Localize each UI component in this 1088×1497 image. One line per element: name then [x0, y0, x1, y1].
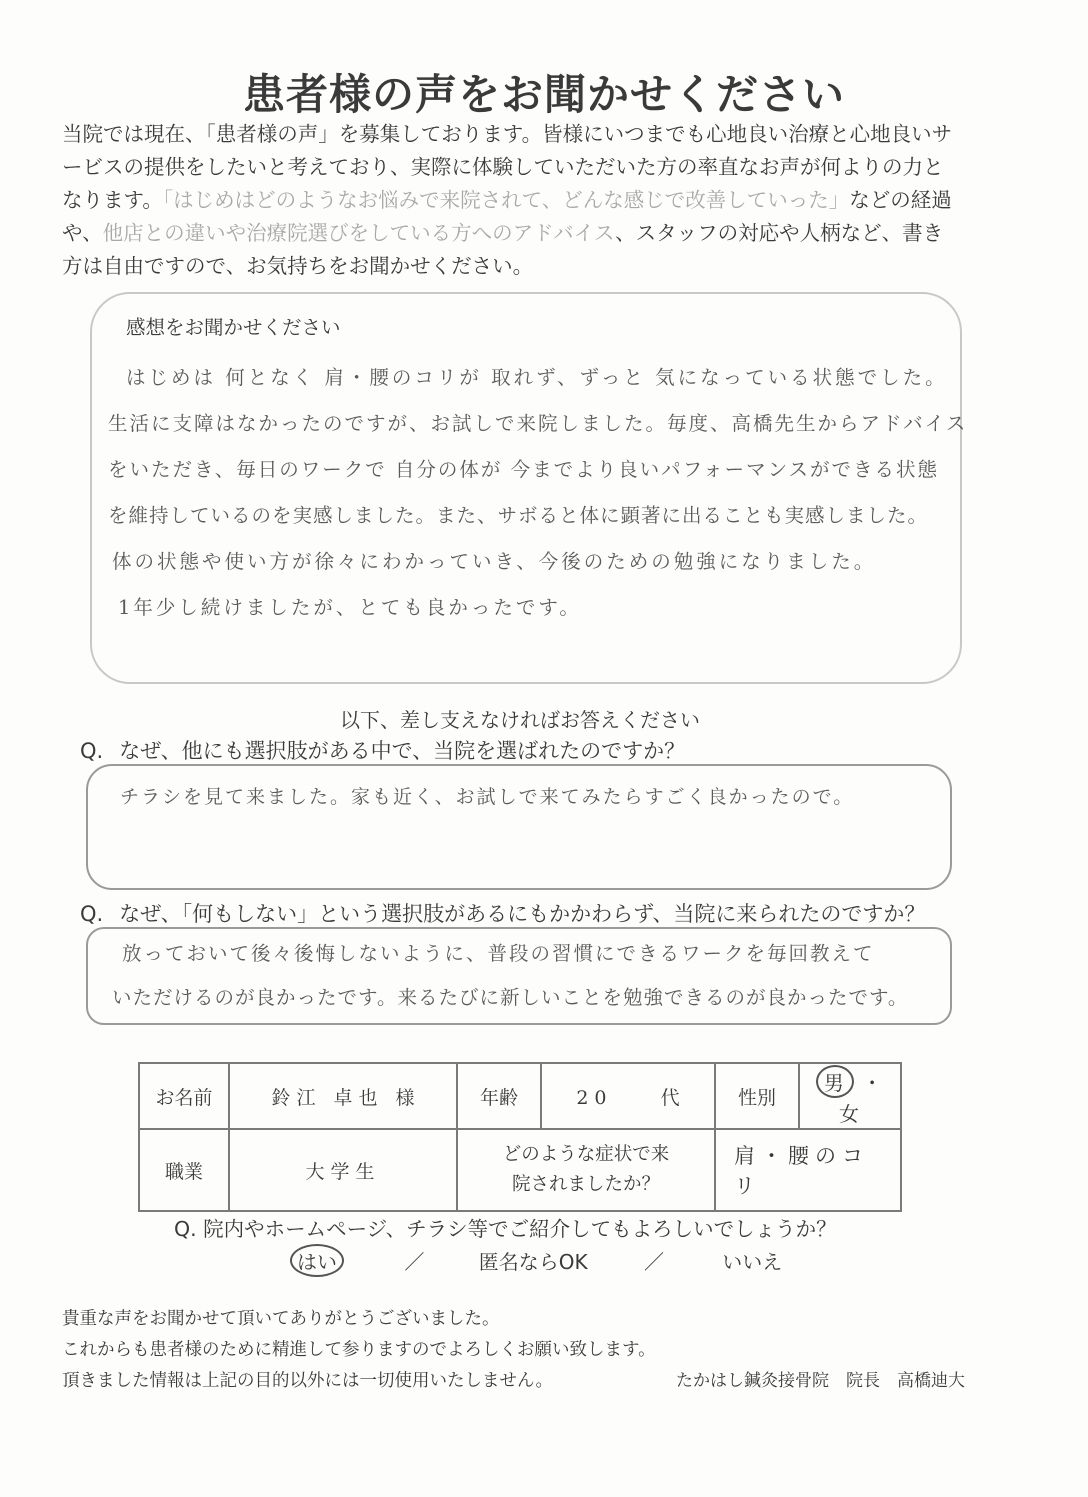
q2-question-text: なぜ、「何もしない」という選択肢があるにもかかわらず、当院に来られたのですか？ [119, 902, 926, 926]
intro-text [62, 118, 1022, 283]
symptom-value: 肩・腰のコリ [715, 1129, 901, 1211]
q1-question [80, 735, 685, 765]
answer-line: はじめは 何となく 肩・腰のコリが 取れず、ずっと 気になっている状態でした。 [126, 366, 948, 389]
consent-separator: ／ [643, 1250, 664, 1274]
gender-label: 性別 [715, 1063, 799, 1129]
answer-line: をいただき、毎日のワークで 自分の体が 今までより良いパフォーマンスができる状態 [108, 458, 940, 481]
age-suffix: 代 [660, 1086, 680, 1109]
gender-male-circled: 男 [816, 1065, 854, 1098]
answer-line: を維持しているのを実感しました。また、サボると体に顕著に出ることも実感しました。 [108, 504, 929, 527]
footer-text [62, 1304, 656, 1397]
q-prefix: Q. [80, 902, 104, 926]
answer-line: 放っておいて後々後悔しないように、普段の習慣にできるワークを毎回教えて [122, 942, 875, 965]
impressions-heading: 感想をお聞かせください [126, 316, 341, 339]
footer-line: 貴重な声をお聞かせて頂いてありがとうございました。 [62, 1309, 500, 1329]
consent-options [290, 1244, 782, 1277]
intro-line [62, 217, 1022, 250]
consent-yes-circled: はい [290, 1244, 344, 1277]
impressions-answer [108, 362, 968, 638]
answer-line: いただけるのが良かったです。来るたびに新しいことを勉強できるのが良かったです。 [112, 986, 909, 1009]
age-text: 20 [576, 1086, 613, 1109]
q2-answer [112, 938, 908, 1026]
gender-value [799, 1063, 901, 1129]
consent-no: いいえ [722, 1250, 783, 1274]
clinic-signature: たかはし鍼灸接骨院 院長 高橋迪大 [676, 1371, 965, 1391]
footer-line: 頂きました情報は上記の目的以外には一切使用いたしません。 [62, 1371, 554, 1391]
answer-line: 体の状態や使い方が徐々にわかっていき、今後のための勉強になりました。 [112, 550, 877, 573]
footer-line: これからも患者様のために精進して参りますのでよろしくお願い致します。 [62, 1340, 656, 1360]
intro-text-part: や、 [62, 221, 103, 245]
q-prefix: Q. [80, 739, 104, 763]
name-label: お名前 [139, 1063, 229, 1129]
answer-line: 1年少し続けましたが、とても良かったです。 [118, 596, 582, 619]
intro-text-part: なります。 [62, 188, 163, 212]
intro-text-part: 、スタッフの対応や人柄など、書き [615, 221, 944, 245]
intro-text-part: などの経過 [849, 188, 952, 212]
intro-example-text: 「はじめはどのようなお悩みで来院されて、どんな感じで改善していった」 [162, 188, 850, 212]
consent-separator: ／ [404, 1250, 425, 1274]
name-suffix: 様 [395, 1086, 415, 1109]
job-value: 大学生 [229, 1129, 457, 1211]
job-label: 職業 [139, 1129, 229, 1211]
age-value [541, 1063, 715, 1129]
intro-line: 当院では現在、「患者様の声」を募集しております。皆様にいつまでも心地良い治療と心地良いサ [62, 122, 953, 146]
age-label: 年齢 [457, 1063, 541, 1129]
symptom-label [457, 1129, 715, 1211]
intro-line [62, 184, 1022, 217]
intro-line: ービスの提供をしたいと考えており、実際に体験していただいた方の率直なお声が何よりの力と [62, 155, 944, 179]
symptom-label-line: 院されましたか？ [511, 1174, 660, 1195]
consent-question: Q. 院内やホームページ、チラシ等でご紹介してもよろしいでしょうか？ [174, 1217, 837, 1241]
q2-question [80, 898, 925, 928]
q1-answer: チラシを見て来ました。家も近く、お試しで来てみたらすごく良かったので。 [120, 786, 855, 808]
symptom-label-line: どのような症状で来 [502, 1144, 670, 1165]
intro-line: 方は自由ですので、お気持ちをお聞かせください。 [62, 254, 534, 278]
optional-note: 以下、差し支えなければお答えください [340, 708, 700, 732]
name-value [229, 1063, 457, 1129]
page-title: 患者様の声をお聞かせください [242, 70, 845, 119]
gender-female: 女 [839, 1102, 861, 1126]
intro-example-text: 他店との違いや治療院選びをしている方へのアドバイス [102, 221, 616, 245]
name-text: 鈴江 卓也 [271, 1086, 384, 1109]
patient-info-table [138, 1062, 902, 1212]
answer-line: 生活に支障はなかったのですが、お試しで来院しました。毎度、高橋先生からアドバイス [108, 412, 968, 435]
consent-anon: 匿名ならOK [478, 1250, 588, 1274]
q1-question-text: なぜ、他にも選択肢がある中で、当院を選ばれたのですか？ [119, 739, 686, 763]
gender-separator: ・ [862, 1071, 885, 1095]
